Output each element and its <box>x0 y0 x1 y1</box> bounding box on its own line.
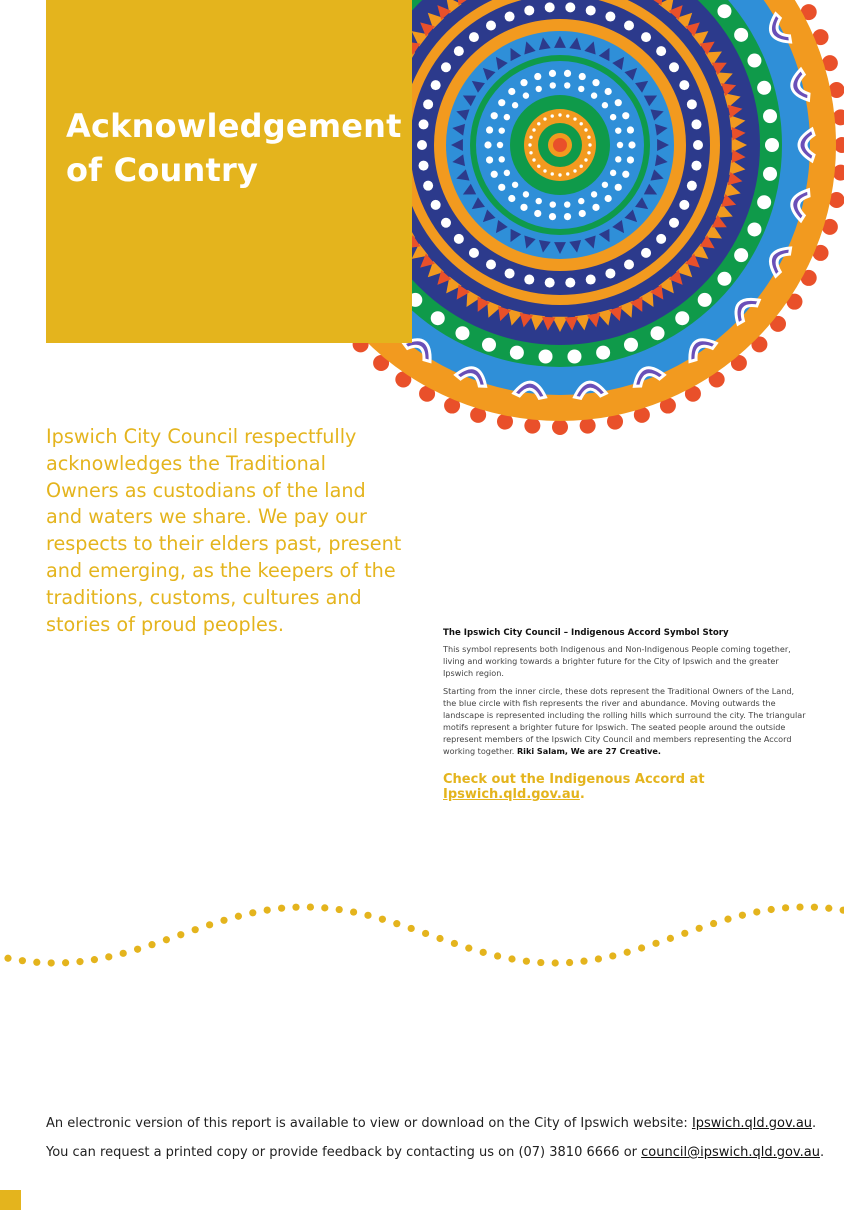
wave-dot <box>206 921 213 928</box>
traditional-owner-dots-inner <box>564 82 570 88</box>
symbol-story-paragraph-2: Starting from the inner circle, these dots represent the Traditional Owners of the Land, the blue circle with fish represents the river and abundance. Moving outwards the landscape is represented including the rolling hills which surround the city. The triangular motifs represent a brighter future for Ipswich. The seated people around the outside represent members of the Ipswich City Council and members representing the Accord working together. Riki Salam, We are 27 Creative. <box>443 686 806 756</box>
white-dots-ring <box>567 350 581 364</box>
acknowledgement-statement: Ipswich City Council respectfully acknowledges the Traditional Owners as custodians of the land and waters we share. We pay our respects to their elders past, present and emerging, as the keepers of the traditions, customs, cultures and stories of proud peoples. <box>46 425 402 636</box>
traditional-owner-dots <box>615 99 622 106</box>
traditional-owner-dots <box>622 171 629 178</box>
core-white-dots <box>573 117 576 120</box>
inner-white-dots <box>565 278 575 288</box>
traditional-owner-dots <box>520 204 527 211</box>
wave-dot <box>62 959 69 966</box>
inner-white-dots <box>454 234 464 244</box>
wave-dot <box>436 935 443 942</box>
wave-dot <box>91 956 98 963</box>
inner-white-dots <box>423 99 433 109</box>
accord-link-line: Check out the Indigenous Accord at Ipswich.qld.gov.au. <box>443 772 705 802</box>
wave-dot <box>724 916 731 923</box>
wave-dot <box>278 905 285 912</box>
inner-white-dots <box>687 181 697 191</box>
inner-white-dots <box>486 20 496 30</box>
traditional-owner-dots <box>627 156 634 163</box>
wave-dot <box>408 925 415 932</box>
inner-white-dots <box>605 268 615 278</box>
wave-dot <box>667 935 674 942</box>
core-white-dots <box>543 117 546 120</box>
white-dots-ring <box>747 222 761 236</box>
artist-credit: Riki Salam, We are 27 Creative. <box>516 746 661 756</box>
inner-white-dots <box>641 248 651 258</box>
wave-dot <box>307 903 314 910</box>
traditional-owner-dots <box>491 112 498 119</box>
footer-contact <box>46 1115 826 1173</box>
wave-dot <box>552 959 559 966</box>
traditional-owner-dots-inner <box>504 170 510 176</box>
inner-white-dots <box>669 218 679 228</box>
outer-red-dots <box>552 419 568 435</box>
wave-dot <box>192 926 199 933</box>
inner-white-dots <box>454 46 464 56</box>
core-white-dots <box>573 169 576 172</box>
white-dots-ring <box>651 326 665 340</box>
inner-white-dots <box>586 5 596 15</box>
wave-dot <box>235 913 242 920</box>
inner-white-dots <box>624 260 634 270</box>
core-white-dots <box>566 114 569 117</box>
wave-dot <box>451 940 458 947</box>
wave-dot <box>508 955 515 962</box>
wave-dot <box>811 904 818 911</box>
inner-white-dots <box>545 2 555 12</box>
wave-dot <box>638 944 645 951</box>
white-dots-ring <box>734 248 748 262</box>
white-dots-ring <box>431 311 445 325</box>
wave-dot <box>350 908 357 915</box>
traditional-owner-dots <box>484 141 491 148</box>
traditional-owner-dots <box>534 210 541 217</box>
wave-dot <box>163 936 170 943</box>
traditional-owner-dots <box>592 204 599 211</box>
wave-dot <box>177 931 184 938</box>
white-dots-ring <box>717 272 731 286</box>
traditional-owner-dots-inner <box>497 142 503 148</box>
traditional-owner-dots <box>508 88 515 95</box>
inner-white-dots <box>423 181 433 191</box>
inner-white-dots <box>505 268 515 278</box>
inner-white-dots <box>431 200 441 210</box>
wave-dot <box>249 909 256 916</box>
inner-white-dots <box>524 5 534 15</box>
wave-dot <box>19 957 26 964</box>
inner-white-dots <box>469 248 479 258</box>
white-dots-ring <box>734 28 748 42</box>
traditional-owner-dots <box>605 88 612 95</box>
wave-dot <box>134 946 141 953</box>
wave-dot <box>465 945 472 952</box>
wave-dot <box>364 912 371 919</box>
wave-dot <box>422 930 429 937</box>
wave-dot <box>753 908 760 915</box>
core-white-dots <box>529 136 532 139</box>
inner-white-dots <box>656 46 666 56</box>
inner-white-dots <box>624 20 634 30</box>
traditional-owner-dots <box>615 184 622 191</box>
inner-white-dots <box>656 234 666 244</box>
inner-white-dots <box>419 119 429 129</box>
white-dots-ring <box>675 311 689 325</box>
traditional-owner-dots <box>627 126 634 133</box>
inner-white-dots <box>687 99 697 109</box>
inner-white-dots <box>679 80 689 90</box>
wave-dot <box>480 949 487 956</box>
traditional-owner-dots <box>579 73 586 80</box>
wave-dot <box>609 952 616 959</box>
traditional-owner-dots <box>534 73 541 80</box>
traditional-owner-dots <box>491 171 498 178</box>
wave-dot <box>48 959 55 966</box>
traditional-owner-dots <box>486 156 493 163</box>
traditional-owner-dots <box>549 213 556 220</box>
traditional-owner-dots-inner <box>550 201 556 207</box>
core-white-dots <box>588 143 591 146</box>
inner-white-dots <box>641 32 651 42</box>
inner-white-dots <box>679 200 689 210</box>
core-white-dots <box>532 128 535 131</box>
core-white-dots <box>566 172 569 175</box>
traditional-owner-dots-inner <box>610 114 616 120</box>
core-white-dots <box>537 122 540 125</box>
inner-white-dots <box>441 218 451 228</box>
wave-dot <box>292 904 299 911</box>
inner-white-dots <box>524 275 534 285</box>
core-white-dots <box>551 114 554 117</box>
traditional-owner-dots-inner <box>499 156 505 162</box>
core-white-dots <box>580 122 583 125</box>
inner-white-dots <box>565 2 575 12</box>
white-dots-ring <box>747 54 761 68</box>
traditional-owner-dots <box>622 112 629 119</box>
white-dots-ring <box>765 138 779 152</box>
white-dots-ring <box>717 4 731 18</box>
wave-dot <box>523 958 530 965</box>
inner-white-dots <box>691 119 701 129</box>
inner-white-dots <box>505 12 515 22</box>
white-dots-ring <box>698 293 712 307</box>
traditional-owner-dots-inner <box>512 102 518 108</box>
inner-white-dots <box>419 161 429 171</box>
traditional-owner-dots-inner <box>615 127 621 133</box>
title-panel <box>46 0 412 343</box>
traditional-owner-dots-inner <box>564 201 570 207</box>
accord-website-link[interactable]: Ipswich.qld.gov.au <box>443 787 580 802</box>
wave-dot <box>494 952 501 959</box>
core-white-dots <box>529 151 532 154</box>
dotted-wave-decoration <box>0 880 844 990</box>
white-dots-ring <box>482 338 496 352</box>
inner-white-dots <box>605 12 615 22</box>
white-dots-ring <box>763 167 777 181</box>
electronic-version-line: An electronic version of this report is available to view or download on the City of Ipswich website: Ipswich.qld.gov.au. <box>46 1116 817 1131</box>
core-white-dots <box>587 136 590 139</box>
core-white-dots <box>580 165 583 168</box>
traditional-owner-dots <box>508 195 515 202</box>
traditional-owner-dots <box>486 126 493 133</box>
wave-dot <box>710 920 717 927</box>
traditional-owner-dots <box>579 210 586 217</box>
inner-white-dots <box>691 161 701 171</box>
traditional-owner-dots-inner <box>504 114 510 120</box>
wave-dot <box>33 959 40 966</box>
core-white-dots <box>587 151 590 154</box>
wave-dot <box>696 925 703 932</box>
inner-white-dots <box>669 62 679 72</box>
wave-dot <box>148 941 155 948</box>
traditional-owner-dots <box>498 184 505 191</box>
white-dots-ring <box>624 338 638 352</box>
wave-dot <box>321 904 328 911</box>
core-white-dots <box>537 165 540 168</box>
feedback-line: You can request a printed copy or provide feedback by contacting us on (07) 3810 6666 or council@ipswich.qld.gov.au. <box>46 1145 825 1160</box>
wave-dot <box>580 958 587 965</box>
wave-dot <box>537 959 544 966</box>
traditional-owner-dots-inner <box>536 86 542 92</box>
red-center <box>553 138 567 152</box>
traditional-owner-dots-inner <box>591 191 597 197</box>
wave-dot <box>595 955 602 962</box>
white-dots-ring <box>510 346 524 360</box>
wave-dot <box>652 940 659 947</box>
traditional-owner-dots-inner <box>523 191 529 197</box>
traditional-owner-dots-inner <box>617 142 623 148</box>
traditional-owner-dots-inner <box>536 198 542 204</box>
wave-dot <box>4 955 11 962</box>
wave-dot <box>393 920 400 927</box>
wave-dot <box>220 917 227 924</box>
wave-dot <box>796 903 803 910</box>
wave-dot <box>264 906 271 913</box>
wave-dot <box>768 906 775 913</box>
core-white-dots <box>528 143 531 146</box>
traditional-owner-dots-inner <box>578 198 584 204</box>
core-white-dots <box>558 173 561 176</box>
traditional-owner-dots-inner <box>499 127 505 133</box>
wave-dot <box>840 907 844 914</box>
traditional-owner-dots <box>498 99 505 106</box>
traditional-owner-dots-inner <box>602 102 608 108</box>
core-white-dots <box>584 128 587 131</box>
core-white-dots <box>551 172 554 175</box>
white-dots-ring <box>757 81 771 95</box>
page-title: Acknowledgement of Country <box>66 107 402 189</box>
inner-white-dots <box>545 278 555 288</box>
traditional-owner-dots <box>520 79 527 86</box>
wave-dot <box>681 930 688 937</box>
inner-white-dots <box>431 80 441 90</box>
traditional-owner-dots <box>605 195 612 202</box>
core-white-dots <box>558 113 561 116</box>
traditional-owner-dots-inner <box>523 92 529 98</box>
traditional-owner-dots-inner <box>578 86 584 92</box>
traditional-owner-dots-inner <box>602 182 608 188</box>
wave-dot <box>825 905 832 912</box>
white-dots-ring <box>757 195 771 209</box>
inner-white-dots <box>693 140 703 150</box>
email-link[interactable]: council@ipswich.qld.gov.au <box>641 1145 820 1160</box>
white-dots-ring <box>539 350 553 364</box>
website-link[interactable]: Ipswich.qld.gov.au <box>691 1116 813 1131</box>
wave-dot <box>336 906 343 913</box>
traditional-owner-dots <box>592 79 599 86</box>
symbol-story-heading: The Ipswich City Council – Indigenous Accord Symbol Story <box>443 628 729 638</box>
traditional-owner-dots <box>564 213 571 220</box>
white-dots-ring <box>596 346 610 360</box>
inner-white-dots <box>441 62 451 72</box>
core-white-dots <box>532 158 535 161</box>
traditional-owner-dots-inner <box>550 82 556 88</box>
inner-white-dots <box>586 275 596 285</box>
wave-dot <box>782 904 789 911</box>
wave-dot <box>120 950 127 957</box>
white-dots-ring <box>455 326 469 340</box>
wave-dot <box>739 912 746 919</box>
inner-white-dots <box>469 32 479 42</box>
wave-dot <box>105 953 112 960</box>
traditional-owner-dots-inner <box>512 182 518 188</box>
traditional-owner-dots <box>628 141 635 148</box>
page-corner-tab <box>0 1190 21 1210</box>
wave-dot <box>379 916 386 923</box>
wave-dot <box>566 959 573 966</box>
traditional-owner-dots-inner <box>610 170 616 176</box>
wave-dot <box>624 949 631 956</box>
white-dots-ring <box>763 109 777 123</box>
core-white-dots <box>584 158 587 161</box>
inner-white-dots <box>486 260 496 270</box>
symbol-story-paragraph-1: This symbol represents both Indigenous and Non-Indigenous People coming together, living and working towards a brighter future for the City of Ipswich and the greater Ipswich region. <box>443 644 791 678</box>
traditional-owner-dots-inner <box>615 156 621 162</box>
traditional-owner-dots <box>549 70 556 77</box>
traditional-owner-dots <box>564 70 571 77</box>
wave-dot <box>76 958 83 965</box>
symbol-story <box>443 628 808 763</box>
core-white-dots <box>543 169 546 172</box>
inner-white-dots <box>417 140 427 150</box>
traditional-owner-dots-inner <box>591 92 597 98</box>
